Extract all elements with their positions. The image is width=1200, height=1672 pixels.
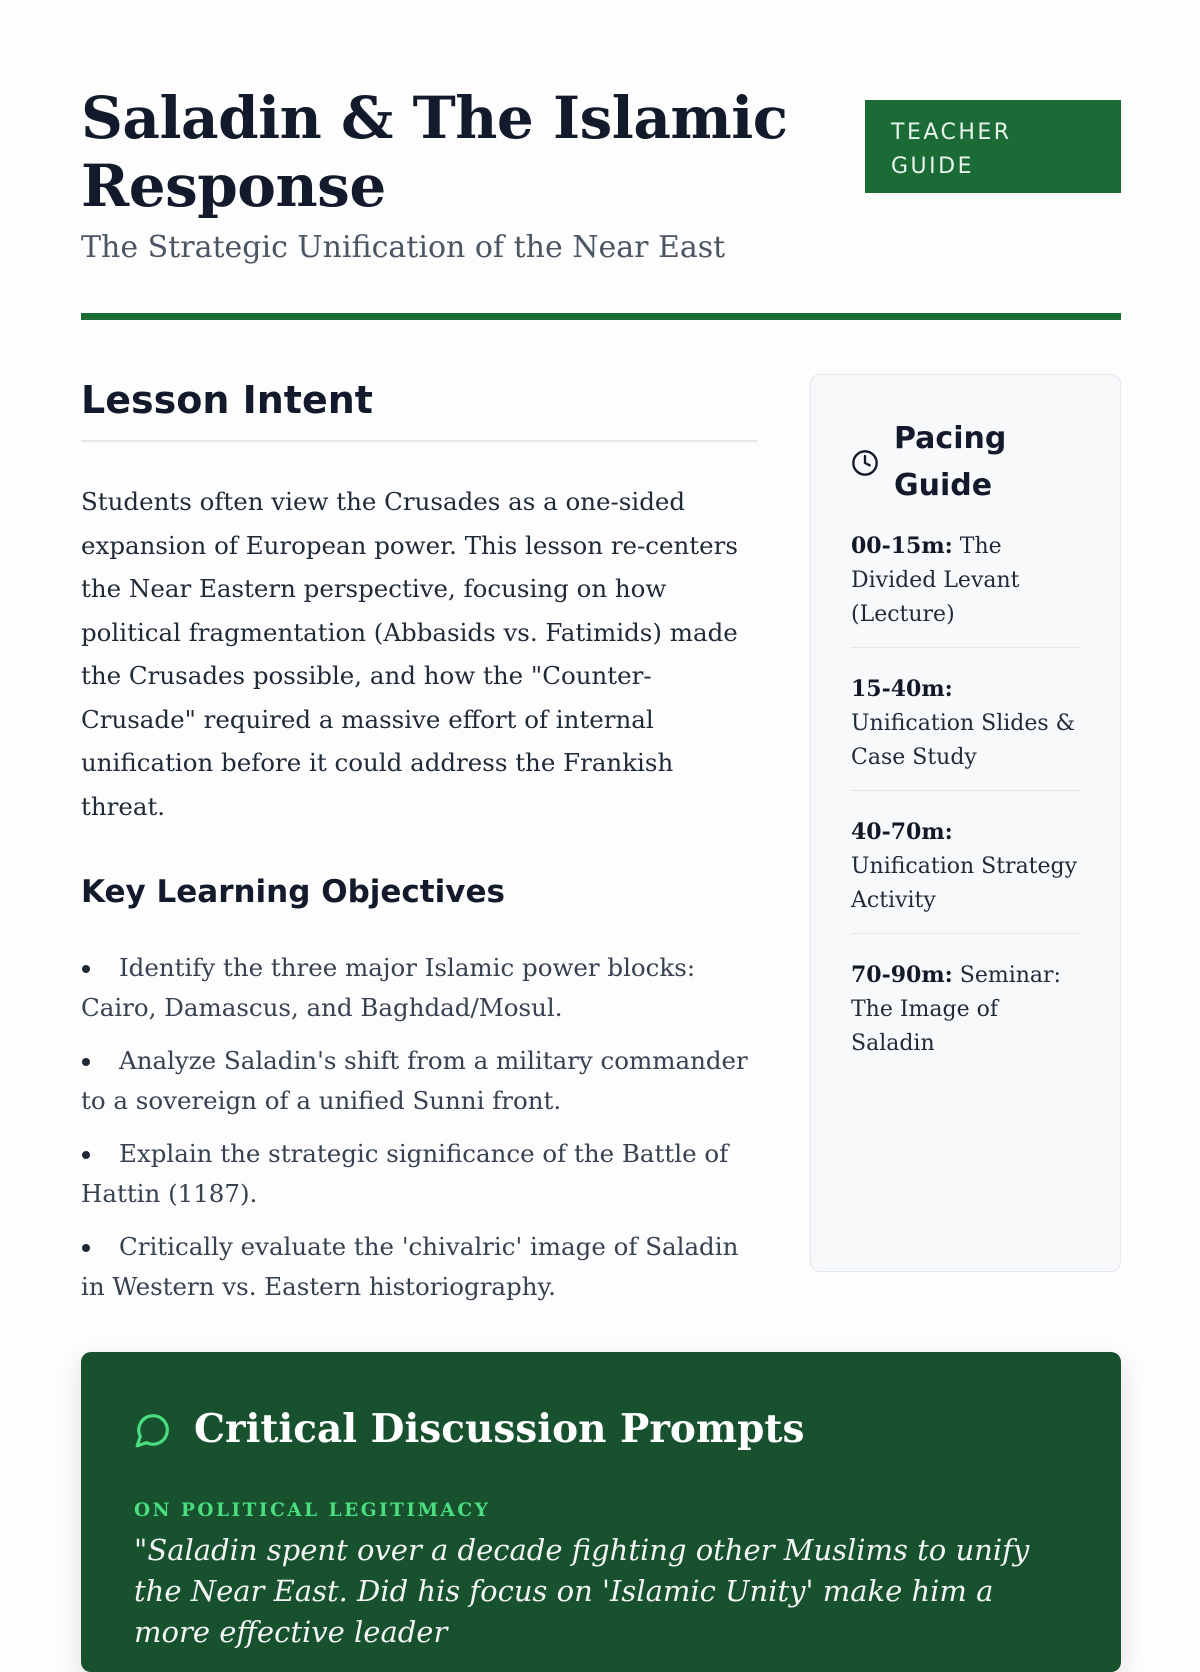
pacing-time: 15-40m: [851,676,953,702]
objective-item: Identify the three major Islamic power blocks: Cairo, Damascus, and Baghdad/Mosul. [81,948,757,1028]
objective-item: Explain the strategic significance of the Battle of Hattin (1187). [81,1134,757,1214]
objectives-heading: Key Learning Objectives [81,874,505,910]
discussion-prompt-quote: "Saladin spent over a decade fighting other Muslims to unify the Near East. Did his focus on 'Islamic Unity' make him a more effective leader [134,1533,1030,1649]
page-title: Saladin & The Islamic Response [81,84,788,220]
pacing-item [851,529,1080,648]
page-header [81,80,1121,320]
pacing-guide-title: Pacing Guide [894,421,1007,503]
teacher-guide-badge: TEACHER GUIDE [865,100,1121,193]
header-divider [81,313,1121,320]
page-subtitle: The Strategic Unification of the Near East [81,230,726,265]
pacing-time: 00-15m: [851,533,953,559]
discussion-title: Critical Discussion Prompts [194,1406,805,1452]
lesson-intent-heading: Lesson Intent [81,370,757,442]
main-content [81,370,757,1320]
pacing-item [851,958,1080,1076]
pacing-activity: Seminar: The Image of Saladin [851,963,1061,1056]
discussion-prompts-panel [81,1352,1121,1672]
objectives-list [81,948,757,1307]
pacing-item [851,672,1080,791]
pacing-item [851,815,1080,934]
pacing-activity: Unification Strategy Activity [851,854,1078,913]
pacing-list [851,529,1080,1076]
pacing-guide-panel [810,374,1121,1272]
pacing-activity: Unification Slides & Case Study [851,711,1076,770]
objective-item: Critically evaluate the 'chivalric' image of Saladin in Western vs. Eastern historiography. [81,1227,757,1307]
pacing-activity: The Divided Levant (Lecture) [851,534,1020,627]
lesson-intent-text: Students often view the Crusades as a one-sided expansion of European power. This lesson re-centers the Near Eastern perspective, focusing on how political fragmentation (Abbasids vs. Fatimids) made the Crusades possible, and how the "Counter-Crusade" required a massive effort of internal unification before it could address the Frankish threat. [81,487,738,821]
pacing-guide-header [851,415,1080,515]
prompt-category-label: ON POLITICAL LEGITIMACY [134,1500,491,1521]
clock-icon [851,449,879,477]
objective-item: Analyze Saladin's shift from a military commander to a sovereign of a unified Sunni front. [81,1041,757,1121]
pacing-time: 40-70m: [851,819,953,845]
pacing-time: 70-90m: [851,962,953,988]
speech-bubble-icon [134,1411,172,1449]
